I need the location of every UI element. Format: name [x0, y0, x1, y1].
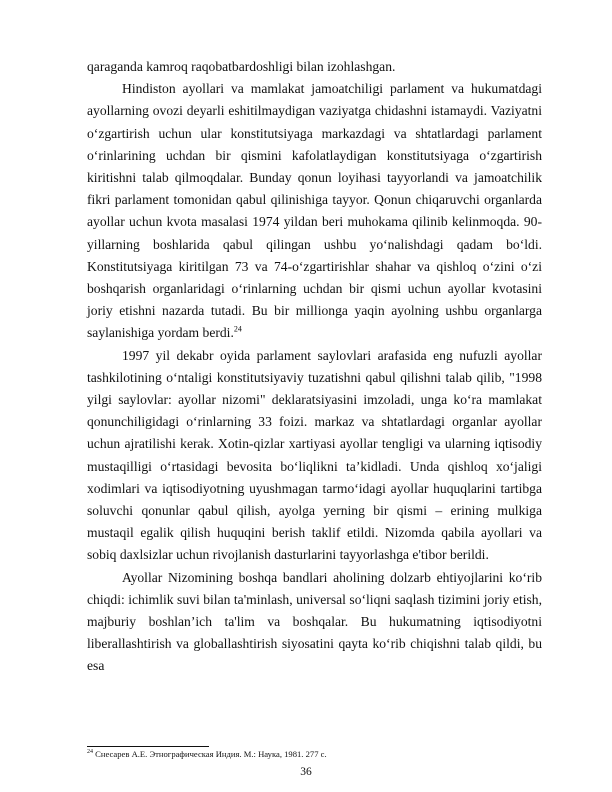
footnote-divider	[87, 746, 209, 747]
paragraph-2-text: Hindiston ayollari va mamlakat jamoatchiligi parlament va hukumatdagi ayollarning ovozi deyarli eshitilmaydigan vaziyatga chidashni istamaydi. Vaziyatni o‘zgartirish uchun ular konstitutsiyaga markazdagi va shtatlardagi parlament o‘rinlarining uchdan bir qismini kafolatlaydigan konstitutsiyaga o‘zgartirish kiritishni talab qilmoqdalar. Bunday qonun loyihasi tayyorlandi va jamoatchilik fikri parlament tomonidan qabul qilinishiga tayyor. Qonun chiqaruvchi organlarda ayollar uchun kvota masalasi 1974 yildan beri muhokama qilinib kelinmoqda. 90-yillarning boshlarida qabul qilingan ushbu yo‘nalishdagi qadam bo‘ldi. Konstitutsiyaga kiritilgan 73 va 74-o‘zgartirishlar shahar va qishloq o‘zini o‘zi boshqarish organlaridagi o‘rinlarning uchdan bir qismi uchun ayollar kvotasini joriy etishni nazarda tutadi. Bu bir millionga yaqin ayolning ushbu organlarga saylanishiga yordam berdi.	[87, 81, 542, 341]
page-number: 36	[300, 766, 312, 778]
footnote-reference[interactable]: 24	[233, 324, 242, 334]
paragraph-4	[87, 567, 542, 678]
paragraph-1-text: qaraganda kamroq raqobatbardoshligi bilan izohlashgan.	[87, 59, 396, 74]
footnote-text: Снесарев А.Е. Этнографическая Индия. М.: Наука, 1981. 277 с.	[95, 749, 327, 759]
paragraph-3	[87, 345, 542, 567]
paragraph-1	[87, 56, 542, 78]
paragraph-2	[87, 78, 542, 344]
footnote	[87, 749, 542, 760]
document-body	[87, 56, 542, 678]
footnote-number: 24	[87, 749, 93, 756]
paragraph-4-text: Ayollar Nizomining boshqa bandlari aholining dolzarb ehtiyojlarini ko‘rib chiqdi: ichimlik suvi bilan ta'minlash, universal so‘liqni saqlash tizimini joriy etish, majburiy boshlan’ich ta'lim va boshqalar. Bu hukumatning iqtisodiyotni liberallashtirish va globallashtirish siyosatini qayta ko‘rib chiqishni talab qildi, bu esa	[87, 569, 542, 674]
paragraph-3-text: 1997 yil dekabr oyida parlament saylovlari arafasida eng nufuzli ayollar tashkilotining o‘ntaligi konstitutsiyaviy tuzatishni qabul qilishni talab qilib, "1998 yilgi saylovlar: ayollar nizomi" deklaratsiyasini imzoladi, unga ko‘ra mamlakat qonunchiligidagi o‘rinlarning 33 foizi. markaz va shtatlardagi organlar ayollar uchun ajratilishi kerak. Xotin-qizlar xartiyasi ayollar tengligi va ularning iqtisodiy mustaqilligi o‘rtasidagi bevosita bo‘liqlikni ta’kidladi. Unda qishloq xo‘jaligi xodimlari va iqtisodiyotning uyushmagan tarmo‘idagi ayollar huquqlarini tartibga soluvchi qonunlar qabul qilish, ayolga yerning bir qismi – erining mulkiga mustaqil egalik qilish huquqini berish taklif etildi. Nizomda qabila ayollari va sobiq daxlsizlar uchun rivojlanish dasturlarini tayyorlashga e'tibor berildi.	[87, 347, 542, 563]
